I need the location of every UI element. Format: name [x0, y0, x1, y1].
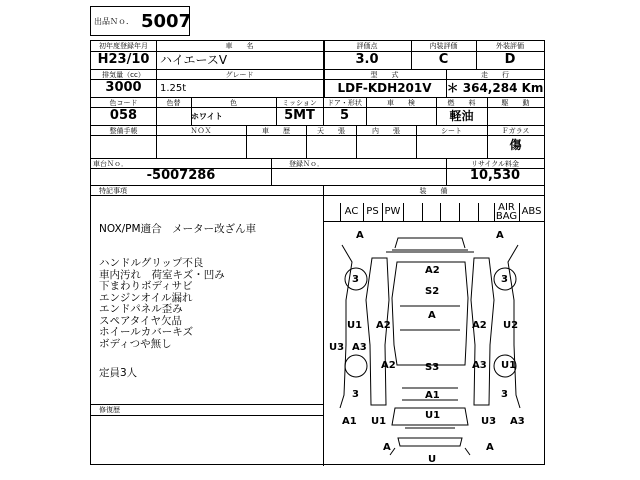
damage-mark: 3 [501, 274, 508, 285]
exterior-score-label: 外装評価 [496, 42, 524, 50]
color-code-label: 色コード [109, 99, 138, 107]
reg-year-label: 初年度登録年月 [99, 42, 148, 50]
damage-mark: U1 [347, 320, 363, 331]
sunroof-label: 天 張 [317, 127, 345, 135]
damage-mark: A2 [381, 360, 396, 371]
equipment-abs: ABS [521, 206, 542, 217]
interior-score-label: 内装評価 [429, 42, 458, 50]
damage-mark: A [496, 230, 504, 241]
displacement-value: 3000 [105, 80, 142, 95]
model-name-label: 車 名 [225, 42, 254, 50]
equipment-label: 装 備 [419, 187, 448, 195]
damage-mark: U2 [503, 320, 519, 331]
damage-mark: 3 [501, 389, 508, 400]
reg-year-value: H23/10 [97, 52, 150, 67]
damage-mark: U [428, 454, 437, 465]
damage-mark: A3 [510, 416, 525, 427]
damage-mark: A2 [376, 320, 391, 331]
damage-mark: U3 [481, 416, 497, 427]
displacement-label: 排気量（cc） [102, 71, 145, 79]
equipment-ac: AC [344, 206, 359, 217]
exterior-score-value: D [504, 52, 516, 67]
equipment-ps: PS [366, 206, 379, 217]
fault-item: ホイールカバーキズ [99, 326, 194, 338]
damage-mark: A [383, 442, 391, 453]
mission-value: 5MT [284, 108, 315, 123]
capacity-note: 定員3人 [99, 367, 138, 379]
damage-mark: U1 [501, 360, 517, 371]
mission-label: ミッション [282, 99, 317, 107]
fuel-value: 軽油 [449, 109, 474, 123]
damage-mark: A2 [472, 320, 487, 331]
fault-item: 車内汚れ 荷室キズ・凹み [99, 268, 225, 281]
damage-mark: U3 [329, 342, 345, 353]
nox-label: ＮＯＸ [190, 127, 212, 135]
damage-mark: 3 [352, 274, 359, 285]
fuel-label: 燃 料 [447, 99, 476, 107]
chassis-no-value: -5007286 [146, 168, 216, 183]
damage-mark: A [428, 310, 436, 321]
mileage-value: ＊ 364,284 Km [446, 81, 544, 95]
grade-label: グレード [225, 71, 254, 79]
equipment-airbag: AIR BAG [495, 202, 518, 222]
fault-item: ハンドルグリップ不良 [99, 257, 204, 269]
lot-number-label: 出品Ｎｏ． [94, 17, 134, 26]
damage-mark: A [356, 230, 364, 241]
equipment-pw: PW [384, 206, 401, 217]
recycle-label: リサイクル料金 [470, 160, 520, 168]
model-code-label: 型 式 [370, 71, 399, 79]
history-label: 車 歴 [262, 127, 290, 135]
damage-mark: A2 [425, 265, 440, 276]
color-value: ホワイト [191, 112, 223, 121]
seat-label: シート [441, 127, 462, 135]
color-label: 色 [230, 99, 237, 107]
color-swap-label: 色替 [166, 99, 181, 107]
fault-item: エンジンオイル漏れ [99, 291, 193, 304]
damage-mark: A1 [342, 416, 357, 427]
f-glass-value: 傷 [509, 138, 522, 152]
damage-mark: A1 [425, 390, 440, 401]
model-name-value: ハイエースV [160, 53, 228, 67]
interior-score-value: C [438, 52, 449, 67]
auction-sheet [90, 40, 545, 465]
fault-item: 下まわりボディサビ [99, 280, 193, 292]
fault-item: スペアタイヤ欠品 [99, 314, 183, 327]
damage-mark: 3 [352, 389, 359, 400]
model-code-value: LDF-KDH201V [337, 81, 432, 95]
fault-item: エンドパネル歪み [99, 303, 183, 315]
remarks-line1: NOX/PM適合 メーター改ざん車 [99, 223, 257, 235]
damage-mark: U1 [371, 416, 387, 427]
grade-value: 1.25t [160, 83, 187, 94]
doors-value: 5 [339, 108, 350, 123]
f-glass-label: Ｆガラス [501, 127, 530, 135]
repair-label: 修復歴 [99, 406, 120, 414]
grade-score-label: 評価点 [356, 42, 378, 50]
interior-top-label: 内 張 [372, 127, 400, 135]
inspection-label: 車 検 [387, 99, 415, 107]
damage-mark: S2 [425, 286, 440, 297]
remarks-label: 特記事項 [99, 187, 127, 195]
recycle-value: 10,530 [469, 168, 521, 183]
damage-mark: S3 [425, 362, 440, 373]
damage-mark: A [486, 442, 494, 453]
reg-no-label: 登録Ｎｏ． [289, 160, 324, 168]
drive-label: 駆 動 [501, 99, 530, 107]
chassis-no-label: 車台Ｎｏ． [93, 160, 128, 168]
grade-score-value: 3.0 [355, 52, 379, 67]
doors-label: ドア・形状 [327, 99, 362, 107]
damage-mark: A3 [352, 342, 367, 353]
color-code-value: 058 [109, 108, 138, 123]
damage-mark: U1 [425, 410, 441, 421]
manual-label: 整備手帳 [109, 127, 138, 135]
lot-number: 5007 [141, 11, 192, 32]
mileage-label: 走 行 [481, 71, 509, 79]
fault-item: ボディつや無し [99, 337, 172, 350]
equipment-row [323, 203, 544, 221]
damage-mark: A3 [472, 360, 487, 371]
lot-number-box [90, 6, 190, 36]
